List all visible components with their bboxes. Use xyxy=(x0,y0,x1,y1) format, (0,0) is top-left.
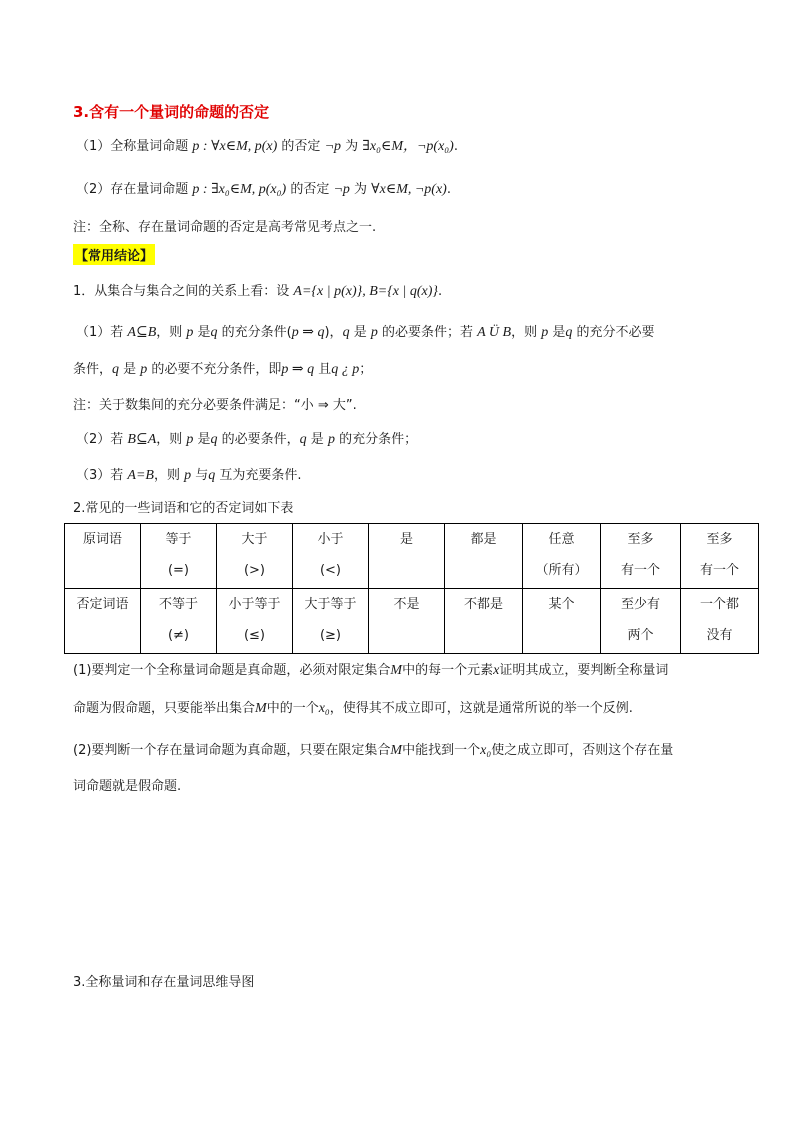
section-title: 3.含有一个量词的命题的否定 xyxy=(73,103,270,121)
conclusion-item-3: （3）若 A=B，则 p 与q 互为充要条件. xyxy=(76,468,302,483)
negation-existential: （2）存在量词命题 p : ∃x₀∈M, p(x₀) 的否定 ¬p 为 ∀x∈M, ¬p(x). xyxy=(76,182,451,197)
table-cell: 至多 有一个 xyxy=(601,524,681,589)
table-caption: 2.常见的一些词语和它的否定词如下表 xyxy=(73,501,294,516)
note-exam-point: 注：全称、存在量词命题的否定是高考常见考点之一. xyxy=(73,220,377,235)
table-cell: 不是 xyxy=(369,589,445,654)
mindmap-title: 3.全称量词和存在量词思维导图 xyxy=(73,975,255,990)
conclusion-item-1-line1: （1）若 A⊆B，则 p 是q 的充分条件(p ⇒ q)，q 是 p 的必要条件；若 A Ü B，则 p 是q 的充分不必要 xyxy=(76,325,655,340)
table-row-negation xyxy=(65,589,759,654)
table-cell: 都是 xyxy=(445,524,523,589)
table-cell: 原词语 xyxy=(65,524,141,589)
table-cell: 某个 xyxy=(523,589,601,654)
table-cell: 小于等于 (≤) xyxy=(217,589,293,654)
table-cell: 是 xyxy=(369,524,445,589)
negation-universal: （1）全称量词命题 p : ∀x∈M, p(x) 的否定 ¬p 为 ∃x₀∈M，¬p(x₀). xyxy=(76,139,458,154)
table-row-original xyxy=(65,524,759,589)
note-number-sets: 注：关于数集间的充分必要条件满足：“小 ⇒ 大”. xyxy=(73,398,357,413)
table-cell: 不等于 (≠) xyxy=(141,589,217,654)
table-cell: 一个都 没有 xyxy=(681,589,759,654)
table-cell: 小于 (<) xyxy=(293,524,369,589)
table-cell: 至少有 两个 xyxy=(601,589,681,654)
negation-words-table xyxy=(64,523,759,654)
table-cell: 至多 有一个 xyxy=(681,524,759,589)
table-cell: 大于等于 (≥) xyxy=(293,589,369,654)
conclusion-intro: 1．从集合与集合之间的关系上看：设 A={x | p(x)}, B={x | q(x)}. xyxy=(73,284,443,299)
paragraph-existential-line2: 词命题就是假命题. xyxy=(73,779,182,794)
paragraph-universal-line2: 命题为假命题，只要能举出集合M中的一个x₀，使得其不成立即可，这就是通常所说的举一个反例. xyxy=(73,701,633,716)
table-cell: 不都是 xyxy=(445,589,523,654)
table-cell: 任意 （所有） xyxy=(523,524,601,589)
table-cell: 否定词语 xyxy=(65,589,141,654)
paragraph-existential-line1: (2)要判断一个存在量词命题为真命题，只要在限定集合M中能找到一个x₀使之成立即可，否则这个存在量 xyxy=(73,743,674,758)
table-cell: 等于 (=) xyxy=(141,524,217,589)
table-cell: 大于 (>) xyxy=(217,524,293,589)
common-conclusion-tag: 【常用结论】 xyxy=(73,244,155,265)
conclusion-item-1-line2: 条件，q 是 p 的必要不充分条件，即p ⇒ q 且q ¿ p； xyxy=(73,362,373,377)
conclusion-item-2: （2）若 B⊆A，则 p 是q 的必要条件，q 是 p 的充分条件； xyxy=(76,432,418,447)
paragraph-universal-line1: (1)要判定一个全称量词命题是真命题，必须对限定集合M中的每一个元素x证明其成立，要判断全称量词 xyxy=(73,663,669,678)
